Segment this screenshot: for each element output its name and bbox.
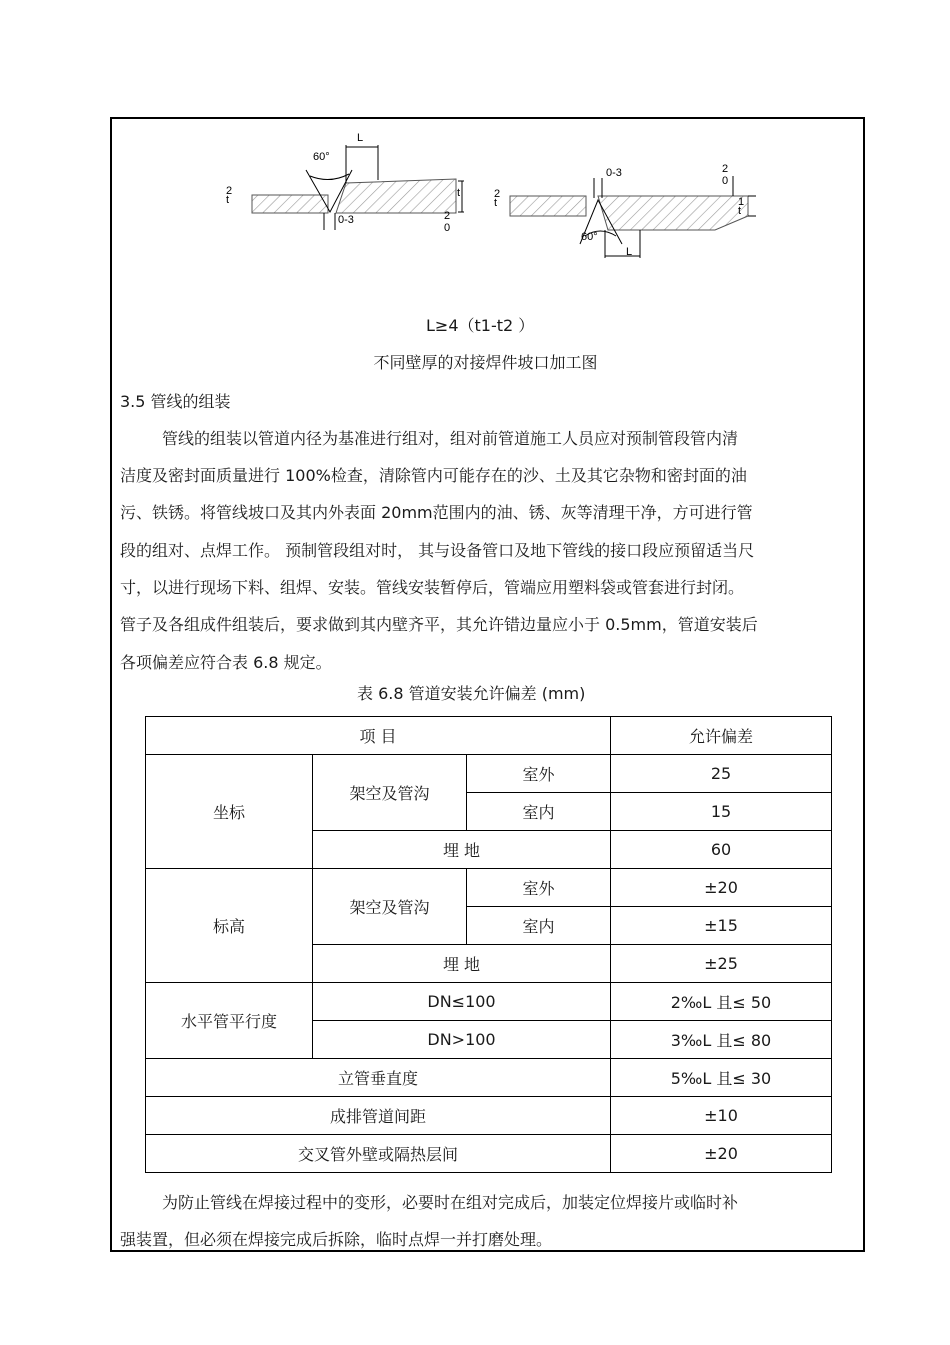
elev-cell: 标高	[146, 869, 313, 983]
table-row	[146, 755, 832, 793]
paragraph-line: 寸，以进行现场下料、组焊、安装。管线安装暂停后，管端应用塑料袋或管套进行封闭。	[120, 578, 745, 597]
left-gap-label: 0-3	[338, 214, 354, 226]
left-t2-bottom: 0	[444, 222, 451, 234]
value-cell: ±10	[611, 1097, 832, 1135]
section-heading: 3.5 管线的组装	[120, 392, 231, 411]
table-row	[146, 869, 832, 907]
right-t-left-top: 2	[494, 188, 501, 200]
formula: L≥4（t1-t2 ）	[426, 316, 535, 335]
value-cell: 15	[611, 793, 832, 831]
right-t-left-bottom: t	[494, 197, 498, 209]
right-t-right-a: 1	[738, 196, 745, 208]
right-t2-bottom: 0	[722, 175, 729, 187]
value-cell: ±15	[611, 907, 832, 945]
left-t1-top: 2	[226, 185, 233, 197]
indoor-cell: 室内	[467, 793, 611, 831]
paragraph-line: 段的组对、点焊工作。 预制管段组对时， 其与设备管口及地下管线的接口段应预留适当尺	[120, 541, 755, 560]
table-row	[146, 1135, 832, 1173]
paragraph-line: 污、铁锈。将管线坡口及其内外表面 20mm范围内的油、锈、灰等清理干净，方可进行管	[120, 503, 753, 522]
cross-cell: 交叉管外壁或隔热层间	[146, 1135, 611, 1173]
right-joint-diagram	[494, 163, 756, 258]
right-angle-label: 60°	[581, 231, 598, 243]
overhead-cell: 架空及管沟	[313, 755, 467, 831]
left-t1-bottom: t	[226, 194, 230, 206]
value-cell: 2‰L 且≤ 50	[611, 983, 832, 1021]
buried-cell: 埋 地	[313, 945, 611, 983]
dn-le-cell: DN≤100	[313, 983, 611, 1021]
header-value: 允许偏差	[611, 717, 832, 755]
paragraph-line: 强装置，但必须在焊接完成后拆除，临时点焊一并打磨处理。	[120, 1230, 553, 1249]
right-t-right-b: t	[738, 205, 742, 217]
right-t2-top: 2	[722, 163, 729, 175]
weld-bevel-figure	[0, 0, 950, 300]
dn-gt-cell: DN>100	[313, 1021, 611, 1059]
left-length-label: L	[357, 132, 364, 144]
buried-cell: 埋 地	[313, 831, 611, 869]
value-cell: ±20	[611, 869, 832, 907]
paragraph-line: 管子及各组成件组装后，要求做到其内壁齐平，其允许错边量应小于 0.5mm，管道安装后	[120, 615, 758, 634]
left-angle-label: 60°	[313, 151, 330, 163]
vertical-cell: 立管垂直度	[146, 1059, 611, 1097]
indoor-cell: 室内	[467, 907, 611, 945]
figure-caption: 不同壁厚的对接焊件坡口加工图	[373, 353, 598, 372]
value-cell: 25	[611, 755, 832, 793]
value-cell: ±25	[611, 945, 832, 983]
paragraph-line: 管线的组装以管道内径为基准进行组对，组对前管道施工人员应对预制管段管内清	[162, 429, 739, 448]
value-cell: ±20	[611, 1135, 832, 1173]
table-row	[146, 983, 832, 1021]
spacing-cell: 成排管道间距	[146, 1097, 611, 1135]
value-cell: 3‰L 且≤ 80	[611, 1021, 832, 1059]
tolerance-table	[145, 716, 832, 1173]
table-title: 表 6.8 管道安装允许偏差 (mm)	[357, 684, 586, 703]
right-gap-label: 0-3	[606, 167, 622, 179]
paragraph-line: 洁度及密封面质量进行 100%检查，清除管内可能存在的沙、土及其它杂物和密封面的油	[120, 466, 747, 485]
table-row	[146, 1059, 832, 1097]
value-cell: 60	[611, 831, 832, 869]
outdoor-cell: 室外	[467, 869, 611, 907]
table-row	[146, 1097, 832, 1135]
table-header-row	[146, 717, 832, 755]
value-cell: 5‰L 且≤ 30	[611, 1059, 832, 1097]
header-item: 项 目	[146, 717, 611, 755]
paragraph-line: 各项偏差应符合表 6.8 规定。	[120, 653, 332, 672]
horizontal-cell: 水平管平行度	[146, 983, 313, 1059]
right-length-label: L	[626, 246, 633, 258]
outdoor-cell: 室外	[467, 755, 611, 793]
paragraph-line: 为防止管线在焊接过程中的变形，必要时在组对完成后，加装定位焊接片或临时补	[162, 1193, 739, 1212]
left-t2-top: 2	[444, 210, 451, 222]
left-joint-diagram	[226, 132, 464, 234]
coord-cell: 坐标	[146, 755, 313, 869]
overhead-cell: 架空及管沟	[313, 869, 467, 945]
left-t-right: t	[457, 187, 461, 199]
